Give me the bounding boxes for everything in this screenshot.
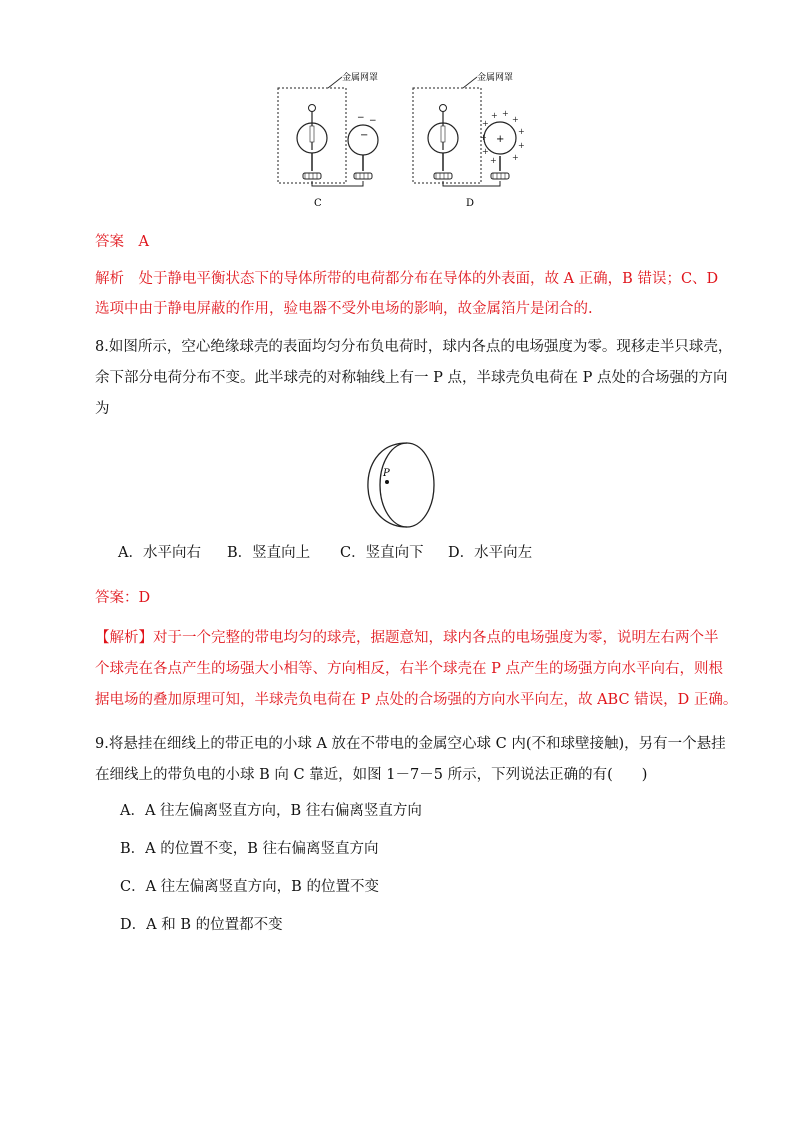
q8-analysis-line2: 个球壳在各点产生的场强大小相等、方向相反，右半个球壳在 P 点产生的场强方向水平向右，则根 bbox=[95, 661, 723, 677]
q8-option-d: D．水平向左 bbox=[448, 545, 533, 561]
q8-option-b: B．竖直向上 bbox=[227, 545, 311, 561]
q8-option-c: C．竖直向下 bbox=[340, 545, 424, 561]
svg-text:+: + bbox=[480, 133, 487, 142]
svg-text:+: + bbox=[482, 119, 489, 128]
figure-label-c: C bbox=[314, 198, 322, 209]
electroscope-figure bbox=[270, 68, 530, 218]
q7-analysis-line1: 解析 处于静电平衡状态下的导体所带的电荷都分布在导体的外表面，故 A 正确，B 错误；C、D bbox=[95, 271, 719, 287]
q8-analysis-line3: 据电场的叠加原理可知，半球壳负电荷在 P 点处的合场强的方向水平向左，故 ABC 错误，D 正确。 bbox=[95, 692, 738, 708]
svg-text:+: + bbox=[518, 127, 525, 136]
svg-text:−: − bbox=[357, 113, 365, 123]
figure-d bbox=[413, 71, 525, 209]
svg-text:+: + bbox=[490, 156, 497, 165]
q8-stem-line3: 为 bbox=[95, 401, 110, 417]
svg-text:+: + bbox=[502, 109, 509, 118]
q9-option-c: C．A 往左偏离竖直方向，B 的位置不变 bbox=[120, 879, 379, 895]
svg-text:−: − bbox=[369, 116, 377, 126]
mesh-caption-right: 金属网罩 bbox=[477, 73, 514, 83]
q7-analysis-line2: 选项中由于静电屏蔽的作用，验电器不受外电场的影响，故金属箔片是闭合的. bbox=[95, 301, 593, 317]
q8-answer: 答案：D bbox=[95, 590, 151, 606]
svg-text:+: + bbox=[512, 115, 519, 124]
hemisphere-figure bbox=[365, 438, 445, 533]
figure-c bbox=[278, 71, 378, 209]
q8-stem-line1: 8.如图所示，空心绝缘球壳的表面均匀分布负电荷时，球内各点的电场强度为零。现移走半只球壳， bbox=[95, 339, 733, 355]
svg-text:+: + bbox=[518, 141, 525, 150]
q9-option-b: B．A 的位置不变，B 往右偏离竖直方向 bbox=[120, 841, 379, 857]
q9-stem-line2: 在细线上的带负电的小球 B 向 C 靠近，如图 1－7－5 所示，下列说法正确的有( ) bbox=[95, 767, 648, 783]
q7-answer: 答案 A bbox=[95, 234, 149, 250]
svg-text:+: + bbox=[512, 153, 519, 162]
q8-analysis-line1: 【解析】对于一个完整的带电均匀的球壳，据题意知，球内各点的电场强度为零，说明左右两个半 bbox=[95, 630, 719, 646]
svg-text:+: + bbox=[482, 147, 489, 156]
q8-stem-line2: 余下部分电荷分布不变。此半球壳的对称轴线上有一 P 点，半球壳负电荷在 P 点处的合场强的方向 bbox=[95, 370, 728, 386]
svg-text:+: + bbox=[491, 111, 498, 120]
neg-sign-center: − bbox=[360, 130, 369, 141]
figure-label-d: D bbox=[466, 198, 475, 209]
q9-stem-line1: 9.将悬挂在细线上的带正电的小球 A 放在不带电的金属空心球 C 内(不和球壁接触)，另有一个悬挂 bbox=[95, 736, 726, 752]
q9-option-a: A．A 往左偏离竖直方向，B 往右偏离竖直方向 bbox=[120, 803, 422, 819]
q9-option-d: D．A 和 B 的位置都不变 bbox=[120, 917, 283, 933]
mesh-caption-left: 金属网罩 bbox=[342, 73, 379, 83]
pos-sign-center: + bbox=[496, 134, 505, 145]
q8-option-a: A．水平向右 bbox=[118, 545, 201, 561]
point-p-label: P bbox=[383, 468, 390, 479]
